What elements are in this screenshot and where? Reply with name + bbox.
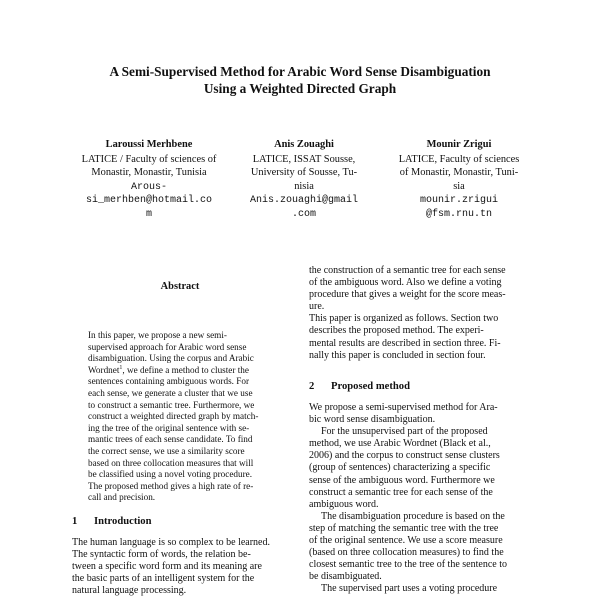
text-line: describes the proposed method. The experi- — [309, 325, 484, 337]
text-line: each sense, we generate a cluster that we use — [88, 387, 253, 398]
author-affiliation: sia — [453, 180, 465, 192]
section-number: 1 — [72, 516, 78, 527]
text-line: construct a weighted directed graph by match- — [88, 411, 259, 422]
section-heading-introduction — [72, 516, 152, 527]
email-line: mounir.zrigui — [419, 195, 498, 206]
abstract-heading: Abstract — [160, 281, 200, 292]
text-line: (group of sentences) characterizing a specific — [309, 462, 491, 474]
text-line: (based on three collocation measures) to find the — [309, 547, 504, 559]
text-line: based on three collocation measures that will — [88, 457, 254, 468]
text-line: closest semantic tree to the tree of the sentence to — [309, 559, 507, 571]
section-title: Introduction — [94, 516, 152, 527]
author-name: Mounir Zrigui — [426, 139, 492, 150]
text-line: In this paper, we propose a new semi- — [88, 330, 227, 340]
email-line: .com — [291, 208, 316, 220]
text-line: be classified using a novel voting procedure. — [88, 469, 253, 480]
author-affiliation: University of Sousse, Tu- — [250, 167, 358, 178]
text-line — [88, 365, 284, 377]
text-line: 2006) and the corpus to construct sense clusters — [309, 450, 500, 462]
text-line: ing the tree of the original sentence with se- — [88, 422, 250, 433]
text-line: The disambiguation procedure is based on the — [321, 510, 505, 522]
author-affiliation: nisia — [294, 180, 314, 192]
text-line: disambiguation. Using the corpus and Arabic — [88, 353, 254, 364]
text-line: ure. — [309, 301, 325, 313]
author-name: Anis Zouaghi — [274, 139, 334, 150]
author-email[interactable] — [64, 181, 234, 222]
email-line: Arous- — [130, 181, 167, 193]
text-line: The supervised part uses a voting procedure — [321, 583, 498, 595]
author-name: Laroussi Merhbene — [105, 139, 193, 150]
text-line: tween a specific word form and its meaning are — [72, 561, 262, 573]
text-line: call and precision. — [88, 492, 156, 503]
author-block-3 — [374, 138, 544, 221]
paper-title — [40, 63, 560, 97]
text-line: For the unsupervised part of the proposed — [321, 426, 488, 438]
text-line: mental results are described in section three. Fi- — [309, 337, 501, 349]
text-line: be disambiguated. — [309, 571, 382, 583]
text-line: of the original sentence. We use a score measure — [309, 535, 503, 547]
section-number: 2 — [309, 381, 315, 392]
author-affiliation: LATICE, Faculty of sciences — [398, 153, 520, 165]
text-line: bic word sense disambiguation. — [309, 414, 436, 426]
text-line: This paper is organized as follows. Section two — [309, 313, 499, 325]
text-line: The syntactic form of words, the relation be- — [72, 549, 251, 561]
text-line: supervised approach for Arabic word sense — [88, 341, 247, 352]
text-line: the construction of a semantic tree for each sense — [309, 265, 506, 276]
text-span: , we define a method to cluster the — [122, 364, 249, 375]
title-line-2: Using a Weighted Directed Graph — [203, 81, 397, 96]
text-line: The proposed method gives a high rate of re- — [88, 480, 254, 491]
text-line: nally this paper is concluded in section four. — [309, 349, 486, 361]
text-line: ambiguous word. — [309, 498, 379, 510]
abstract-text — [88, 330, 284, 504]
text-line: of the ambiguous word. Also we define a voting — [309, 277, 502, 289]
footnote-marker[interactable]: 1 — [119, 364, 123, 371]
email-line: @fsm.rnu.tn — [425, 208, 492, 220]
text-line: construct a semantic tree for each sense of the — [309, 486, 493, 498]
author-email[interactable] — [219, 194, 389, 221]
text-line: sense of the ambiguous word. Furthermore we — [309, 474, 495, 486]
section-heading-proposed-method — [309, 381, 410, 392]
text-line: step of matching the semantic tree with the tree — [309, 522, 499, 534]
text-line: procedure that gives a weight for the score meas- — [309, 289, 506, 301]
text-line: the basic parts of an intelligent system for the — [72, 573, 255, 585]
section-title: Proposed method — [331, 381, 410, 392]
title-line-1: A Semi-Supervised Method for Arabic Word Sense Disambiguation — [109, 64, 491, 79]
email-line: m — [145, 208, 152, 220]
text-line: sentences containing ambiguous words. For — [88, 376, 250, 387]
author-block-2 — [219, 138, 389, 221]
author-affiliation: Monastir, Monastir, Tunisia — [91, 167, 207, 178]
text-line: The human language is so complex to be learned. — [72, 537, 270, 548]
author-email[interactable] — [374, 194, 544, 221]
author-affiliation: of Monastir, Monastir, Tuni- — [399, 167, 519, 178]
text-line: mantic trees of each sense candidate. To find — [88, 434, 253, 445]
email-line: si_merhben@hotmail.co — [85, 195, 213, 206]
text-line: We propose a semi-supervised method for Ara- — [309, 402, 498, 413]
proposed-method-text — [309, 402, 531, 596]
author-affiliation: LATICE, ISSAT Sousse, — [252, 153, 356, 165]
text-line: natural language processing. — [72, 585, 187, 597]
text-line: the correct sense, we use a similarity score — [88, 445, 245, 456]
text-line: to construct a semantic tree. Furthermore, we — [88, 399, 255, 410]
right-column-intro-text — [309, 265, 531, 362]
text-line: method, we use Arabic Wordnet (Black et al., — [309, 438, 491, 450]
email-line: Anis.zouaghi@gmail — [249, 195, 359, 206]
author-affiliation: LATICE / Faculty of sciences of — [81, 153, 217, 165]
introduction-text — [72, 537, 290, 597]
author-block-1 — [64, 138, 234, 221]
text-span: Wordnet — [88, 364, 120, 375]
